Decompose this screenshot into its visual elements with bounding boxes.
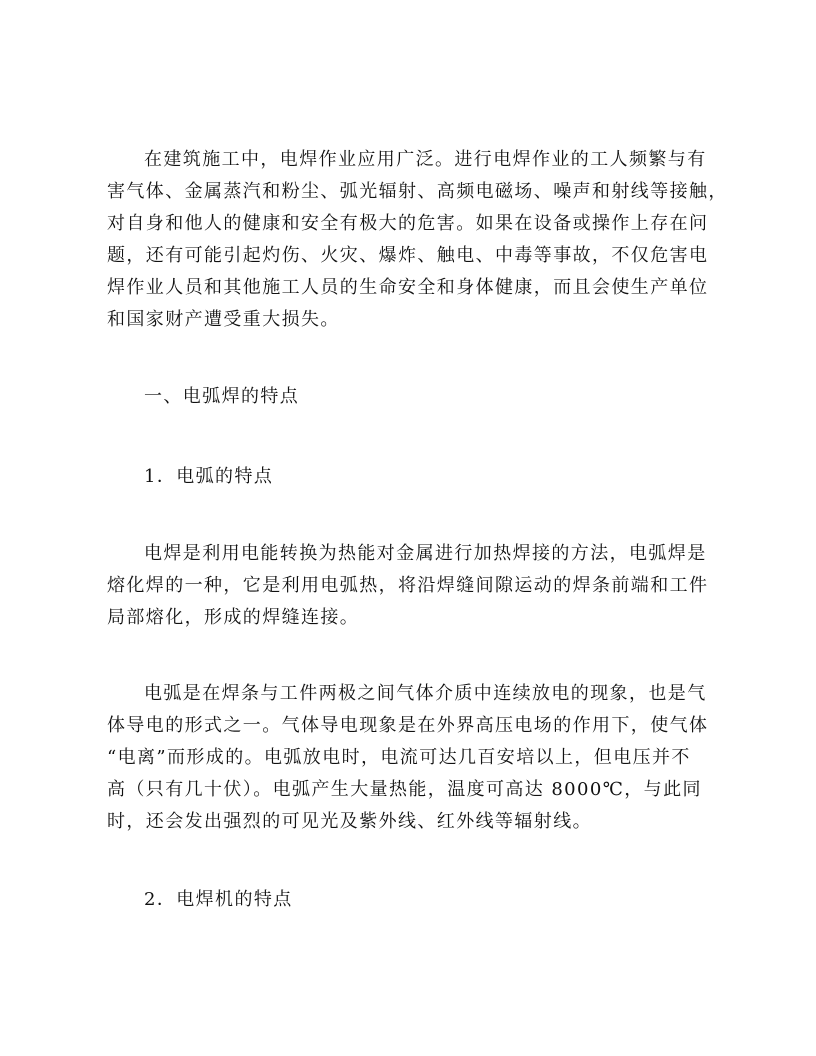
text-line: 电焊是利用电能转换为热能对金属进行加热焊接的方法，电弧焊是 bbox=[144, 543, 707, 564]
subsection-heading: 2．电焊机的特点 bbox=[144, 889, 293, 910]
section-heading: 一、电弧焊的特点 bbox=[144, 386, 300, 407]
text-line: 害气体、金属蒸汽和粉尘、弧光辐射、高频电磁场、噪声和射线等接触， bbox=[107, 181, 728, 202]
text-line: 体导电的形式之一。气体导电现象是在外界高压电场的作用下，使气体 bbox=[107, 715, 709, 736]
text-line: 熔化焊的一种，它是利用电弧热，将沿焊缝间隙运动的焊条前端和工件 bbox=[107, 575, 709, 596]
text-line: 题，还有可能引起灼伤、火灾、爆炸、触电、中毒等事故，不仅危害电 bbox=[107, 245, 709, 266]
text-line: 和国家财产遭受重大损失。 bbox=[107, 309, 340, 330]
text-line: 局部熔化，形成的焊缝连接。 bbox=[107, 607, 360, 628]
text-line: 时，还会发出强烈的可见光及紫外线、红外线等辐射线。 bbox=[107, 811, 592, 832]
text-line: 在建筑施工中，电焊作业应用广泛。进行电焊作业的工人频繁与有 bbox=[144, 149, 707, 170]
text-line: 对自身和他人的健康和安全有极大的危害。如果在设备或操作上存在问 bbox=[107, 213, 709, 234]
subsection-heading: 1．电弧的特点 bbox=[144, 466, 274, 487]
text-line: “电离”而形成的。电弧放电时，电流可达几百安培以上，但电压并不 bbox=[107, 747, 691, 768]
text-line: 电弧是在焊条与工件两极之间气体介质中连续放电的现象，也是气 bbox=[144, 683, 707, 704]
text-line: 焊作业人员和其他施工人员的生命安全和身体健康，而且会使生产单位 bbox=[107, 277, 709, 298]
text-line: 高（只有几十伏）。电弧产生大量热能，温度可高达 8000℃，与此同 bbox=[107, 779, 702, 800]
